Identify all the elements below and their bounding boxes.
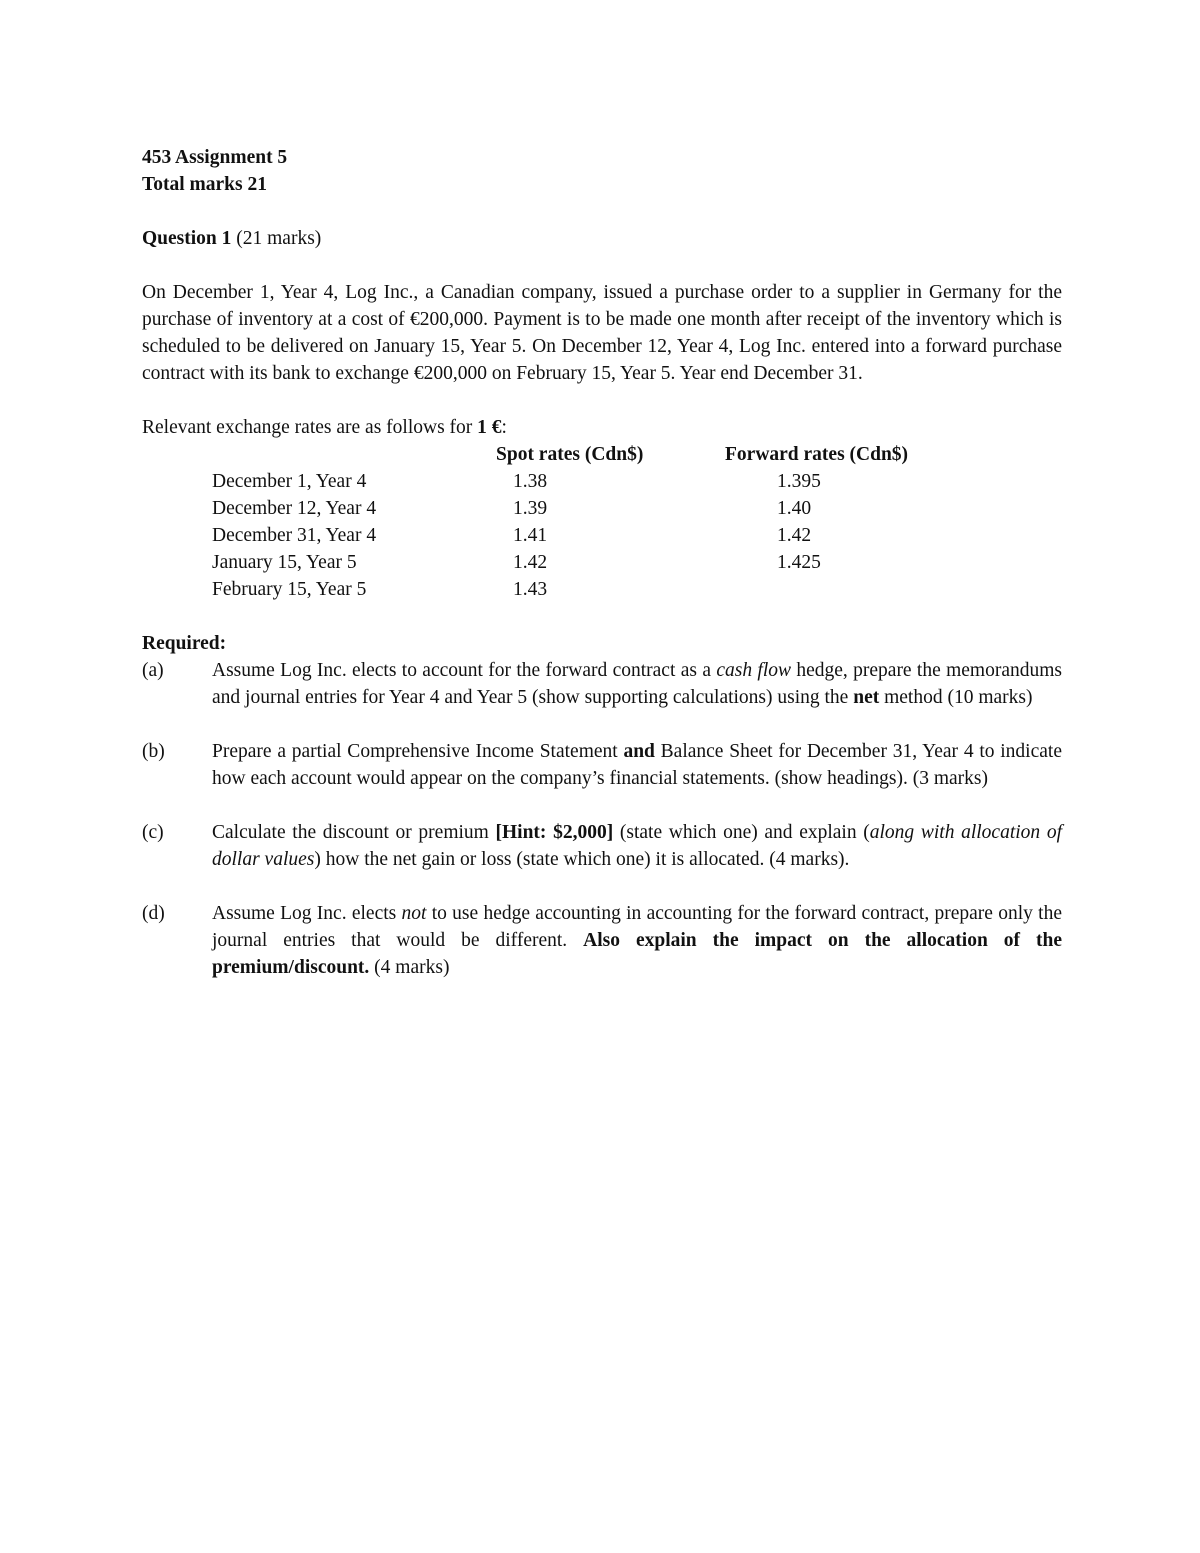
total-marks: Total marks 21 [142, 174, 267, 195]
required-item-a: (a) Assume Log Inc. elects to account for the forward contract as a cash flow hedge, prepare the memorandums and journal entries for Year 4 and Year 5 (show supporting calculations) using the net method (10 marks) [142, 660, 1063, 708]
question-heading [142, 225, 1062, 252]
required-heading: Required: [142, 633, 227, 654]
table-row: December 31, Year 4 1.41 1.42 [212, 525, 812, 546]
forward-rates-header: Forward rates (Cdn$) [725, 444, 909, 465]
required-item-c: (c) Calculate the discount or premium [Hint: $2,000] (state which one) and explain (along with allocation of dollar values) how the net gain or loss (state which one) it is allocated. (4 marks). [142, 822, 1063, 870]
required-item-d: (d) Assume Log Inc. elects not to use hedge accounting in accounting for the forward contract, prepare only the journal entries that would be different. Also explain the impact on the allocation of the premium/discount. (4 marks) [142, 903, 1062, 978]
required-item-b: (b) Prepare a partial Comprehensive Income Statement and Balance Sheet for December 31, Year 4 to indicate how each account would appear on the company’s financial statements. (show headings). (3 marks) [142, 741, 1062, 789]
document-page [142, 144, 1062, 981]
table-row: February 15, Year 5 1.43 [212, 579, 548, 600]
spot-rates-header: Spot rates (Cdn$) [496, 444, 644, 465]
question-scenario: On December 1, Year 4, Log Inc., a Canadian company, issued a purchase order to a supplier in Germany for the purchase of inventory at a cost of €200,000. Payment is to be made one month after receipt of the inventory which is scheduled to be delivered on January 15, Year 5. On December 12, Year 4, Log Inc. entered into a forward purchase contract with its bank to exchange €200,000 on February 15, Year 5. Year end December 31. [142, 282, 1062, 384]
question-marks: (21 marks) [231, 228, 322, 249]
rates-intro: Relevant exchange rates are as follows for 1 €: [142, 417, 507, 438]
exchange-rate-table [142, 441, 1062, 603]
question-label: Question 1 [142, 228, 232, 249]
table-row: December 1, Year 4 1.38 1.395 [212, 471, 821, 492]
table-row: December 12, Year 4 1.39 1.40 [212, 498, 812, 519]
table-row: January 15, Year 5 1.42 1.425 [212, 552, 821, 573]
assignment-title: 453 Assignment 5 [142, 147, 288, 168]
